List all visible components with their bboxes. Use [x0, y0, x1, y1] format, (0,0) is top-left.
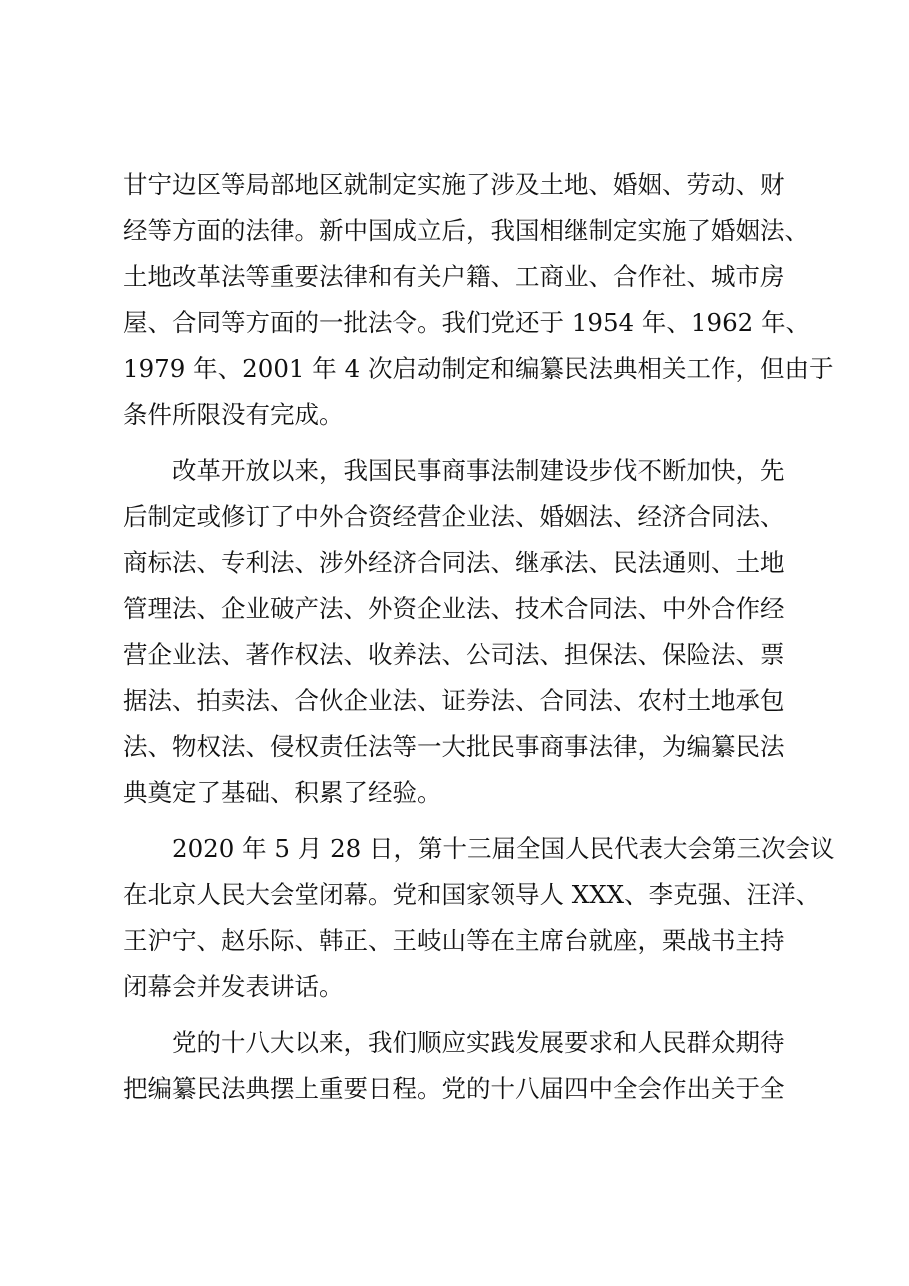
text-line: 改革开放以来，我国民事商事法制建设步伐不断加快，先 — [172, 456, 785, 485]
text-line: 党的十八大以来，我们顺应实践发展要求和人民群众期待 — [172, 1028, 785, 1057]
text-line: 甘宁边区等局部地区就制定实施了涉及土地、婚姻、劳动、财 — [123, 170, 785, 199]
text-line: 后制定或修订了中外合资经营企业法、婚姻法、经济合同法、 — [123, 502, 785, 531]
paragraph-4 — [123, 1020, 823, 1112]
text-line: 法、物权法、侵权责任法等一大批民事商事法律，为编纂民法 — [123, 732, 785, 761]
text-line: 条件所限没有完成。 — [123, 400, 344, 429]
text-line: 营企业法、著作权法、收养法、公司法、担保法、保险法、票 — [123, 640, 785, 669]
document-body — [123, 162, 835, 1112]
paragraph-3 — [123, 826, 835, 1010]
text-line: 屋、合同等方面的一批法令。我们党还于 1954 年、1962 年、 — [123, 308, 811, 337]
text-line: 2020 年 5 月 28 日，第十三届全国人民代表大会第三次会议 — [172, 834, 835, 863]
paragraph-1 — [123, 162, 834, 438]
text-line: 土地改革法等重要法律和有关户籍、工商业、合作社、城市房 — [123, 262, 785, 291]
text-line: 把编纂民法典摆上重要日程。党的十八届四中全会作出关于全 — [123, 1074, 785, 1103]
text-line: 在北京人民大会堂闭幕。党和国家领导人 XXX、李克强、汪洋、 — [123, 880, 821, 909]
text-line: 管理法、企业破产法、外资企业法、技术合同法、中外合作经 — [123, 594, 785, 623]
text-line: 1979 年、2001 年 4 次启动制定和编纂民法典相关工作，但由于 — [123, 354, 834, 383]
text-line: 闭幕会并发表讲话。 — [123, 972, 344, 1001]
paragraph-2 — [123, 448, 823, 816]
text-line: 据法、拍卖法、合伙企业法、证券法、合同法、农村土地承包 — [123, 686, 785, 715]
text-line: 商标法、专利法、涉外经济合同法、继承法、民法通则、土地 — [123, 548, 785, 577]
text-line: 典奠定了基础、积累了经验。 — [123, 778, 442, 807]
text-line: 王沪宁、赵乐际、韩正、王岐山等在主席台就座，栗战书主持 — [123, 926, 785, 955]
text-line: 经等方面的法律。新中国成立后，我国相继制定实施了婚姻法、 — [123, 216, 809, 245]
